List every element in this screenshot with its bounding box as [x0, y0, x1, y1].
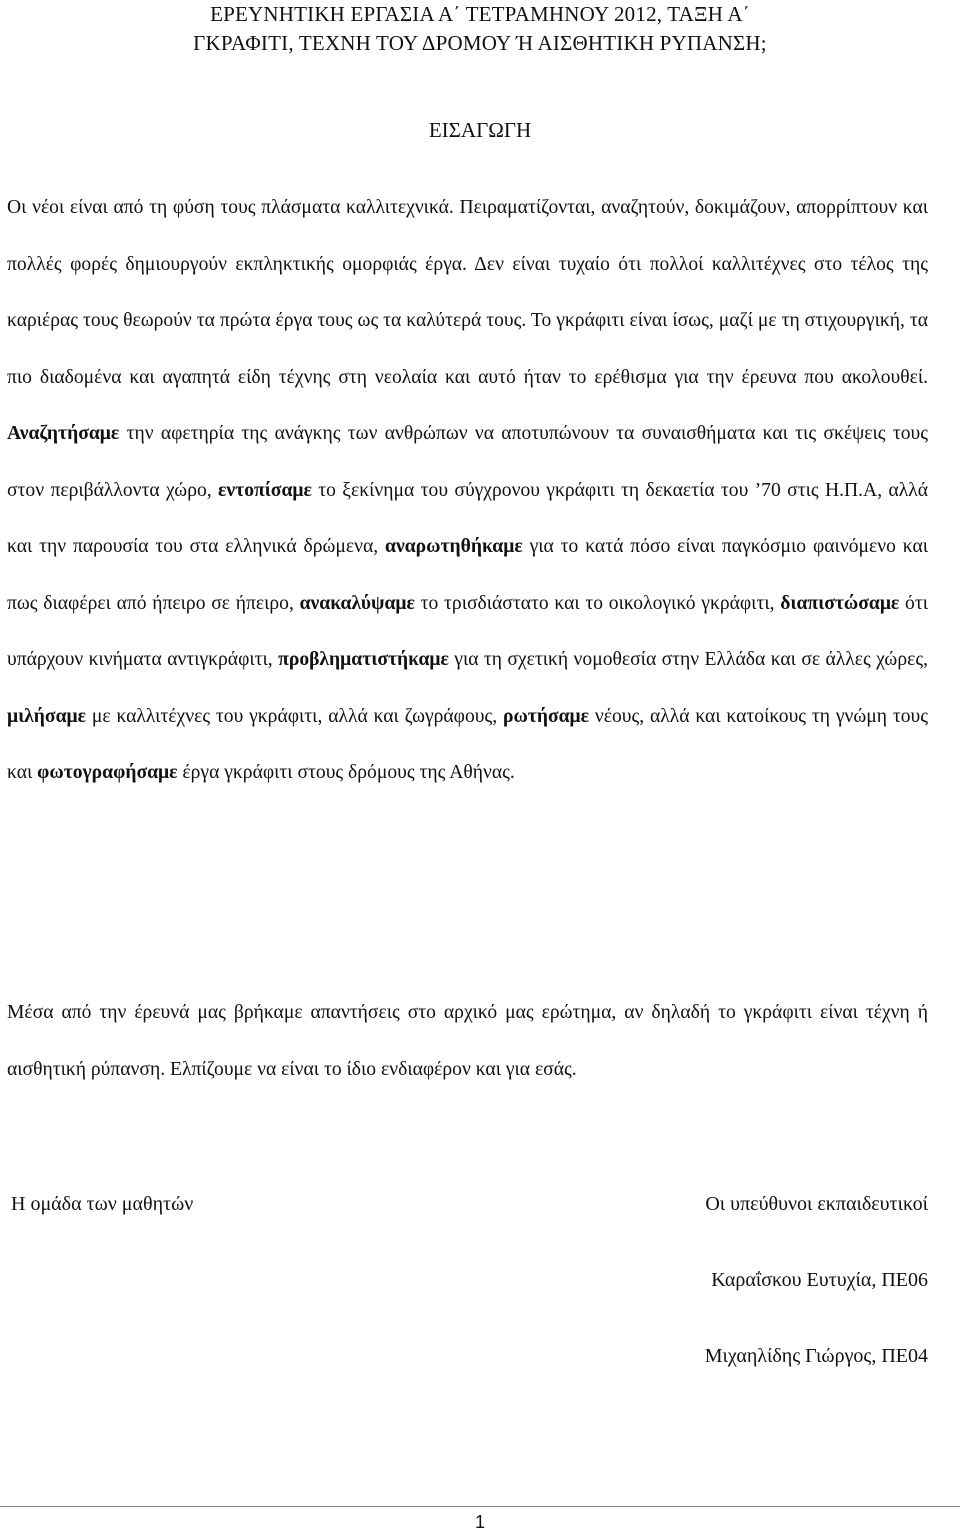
paragraph-text: ότι υπάρχουν κινήματα αντιγκράφιτι, — [7, 592, 928, 670]
paragraph-text: το ξεκίνημα του σύγχρονου γκράφιτι τη δεκαετία του ’70 στις Η.Π.Α, αλλά και την παρουσία του στα ελληνικά δρώμενα, — [7, 479, 929, 557]
bold-verb: διαπιστώσαμε — [780, 592, 900, 614]
bold-verb: ρωτήσαμε — [502, 705, 590, 727]
bold-verb: Αναζητήσαμε — [7, 423, 120, 444]
bold-verb: φωτογραφήσαμε — [37, 762, 178, 783]
intro-paragraph — [7, 180, 928, 802]
bold-verb: ανακαλύψαμε — [299, 592, 415, 614]
closing-paragraph: Μέσα από την έρευνά μας βρήκαμε απαντήσεις στο αρχικό μας ερώτημα, αν δηλαδή το γκράφιτι είναι τέχνη ή αισθητική ρύπανση. Ελπίζουμε να είναι το ίδιο ενδιαφέρον και για εσάς. — [7, 1002, 928, 1080]
students-signature: Η ομάδα των μαθητών — [11, 1193, 194, 1215]
paragraph-text: έργα γκράφιτι στους δρόμους της Αθήνας. — [177, 762, 515, 783]
paragraph-text: Οι νέοι είναι από τη φύση τους πλάσματα καλλιτεχνικά. Πειραματίζονται, αναζητούν, δοκιμάζουν, απορρίπτουν και πολλές φορές δημιουργούν εκπληκτικής ομορφιάς έργα. Δεν είναι τυχαίο ότι πολλοί καλλιτέχνες στο τέλος της καριέρας τους θεωρούν τα πρώτα έργα τους ως τα καλύτερά τους. Το γκράφιτι είναι ίσως, μαζί με τη στιχουργική, τα πιο διαδομένα και αγαπητά είδη τέχνης στη νεολαία και αυτό ήταν το ερέθισμα για την έρευνα που ακολουθεί. — [7, 197, 928, 388]
bold-verb: αναρωτηθήκαμε — [385, 536, 523, 557]
header-line-1: ΕΡΕΥΝΗΤΙΚΗ ΕΡΓΑΣΙΑ Α΄ ΤΕΤΡΑΜΗΝΟΥ 2012, ΤΑΞΗ Α΄ — [210, 2, 750, 26]
paragraph-text: νέους, αλλά και κατοίκους τη γνώμη τους και — [7, 705, 929, 783]
paragraph-text: με καλλιτέχνες του γκράφιτι, αλλά και ζωγράφους, — [86, 705, 503, 727]
teacher-name-2: Μιχαηλίδης Γιώργος, ΠΕ04 — [704, 1345, 928, 1367]
paragraph-text: την αφετηρία της ανάγκης των ανθρώπων να αποτυπώνουν τα συναισθήματα και τις σκέψεις τους στον περιβάλλοντα χώρο, — [7, 423, 928, 501]
paragraph-text: για τη σχετική νομοθεσία στην Ελλάδα και σε άλλες χώρες, — [448, 649, 928, 670]
teacher-name-1: Καραΐσκου Ευτυχία, ΠΕ06 — [711, 1269, 928, 1291]
bold-verb: προβληματιστήκαμε — [278, 649, 449, 670]
teachers-title: Οι υπεύθυνοι εκπαιδευτικοί — [705, 1193, 928, 1215]
footer-divider — [0, 1506, 960, 1507]
page-number: 1 — [474, 1512, 485, 1532]
paragraph-text: για το κατά πόσο είναι παγκόσμιο φαινόμενο και πως διαφέρει από ήπειρο σε ήπειρο, — [7, 536, 928, 614]
bold-verb: εντοπίσαμε — [218, 479, 312, 501]
bold-verb: μιλήσαμε — [7, 705, 87, 727]
section-heading: ΕΙΣΑΓΩΓΗ — [428, 118, 532, 142]
header-line-2: ΓΚΡΑΦΙΤΙ, ΤΕΧΝΗ ΤΟΥ ΔΡΟΜΟΥ Ή ΑΙΣΘΗΤΙΚΗ ΡΥΠΑΝΣΗ; — [193, 31, 767, 55]
document-header — [0, 0, 960, 58]
paragraph-text: το τρισδιάστατο και το οικολογικό γκράφιτι, — [414, 592, 781, 614]
